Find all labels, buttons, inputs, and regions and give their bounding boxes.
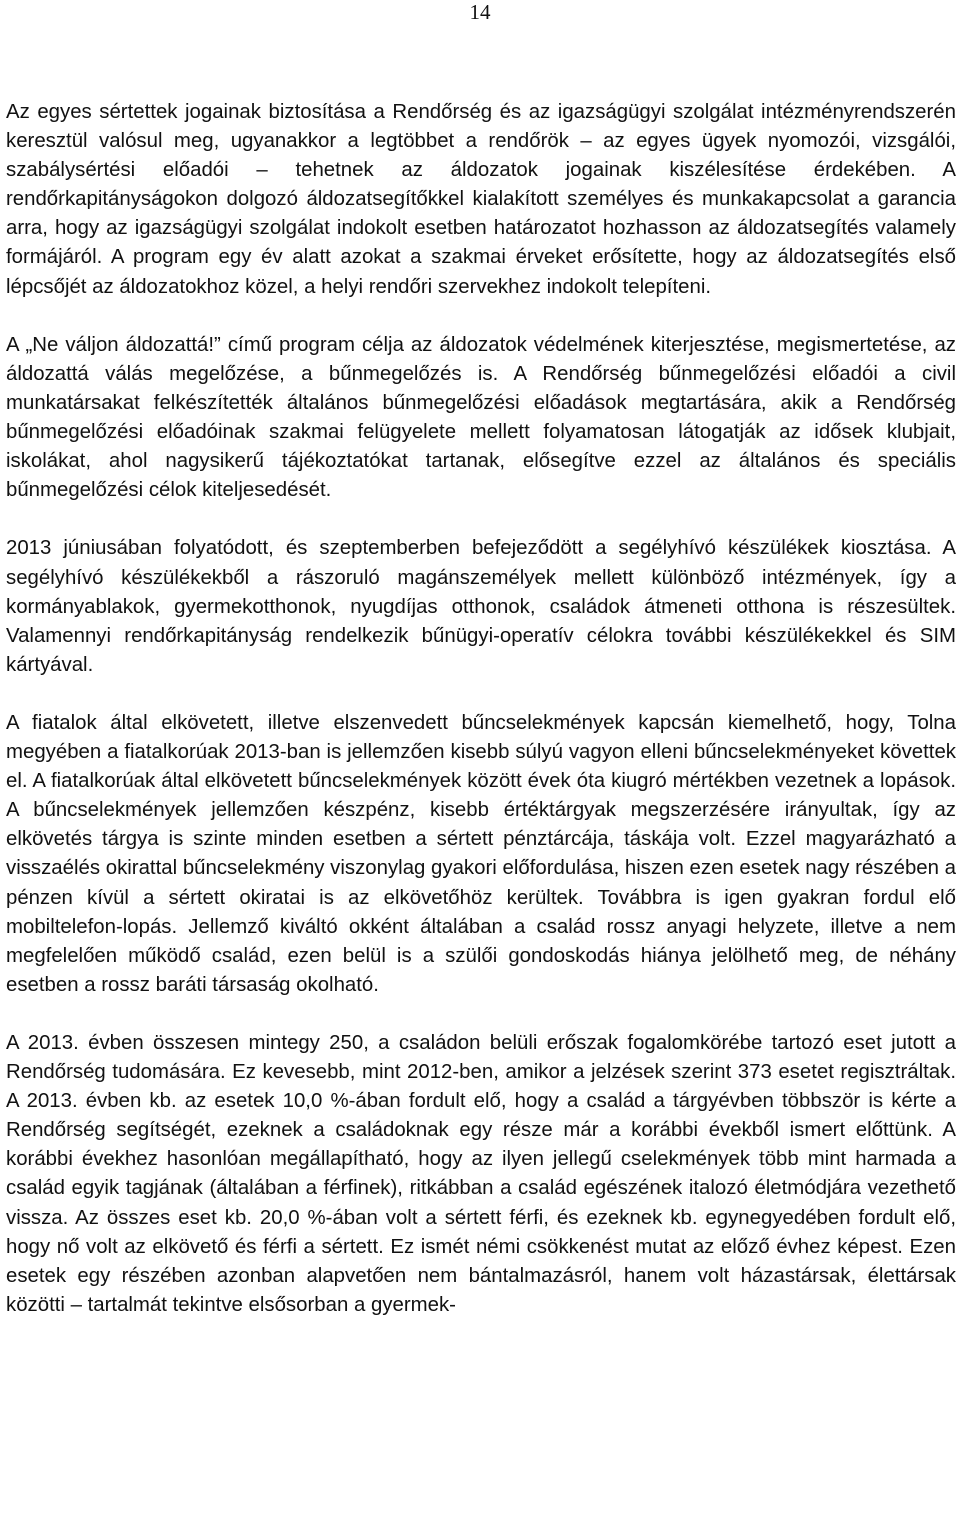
document-body <box>6 98 956 1320</box>
paragraph-emergency-devices: 2013 júniusában folyatódott, és szeptemberben befejeződött a segélyhívó készülékek kiosztása. A segélyhívó készülékekből a rászoruló magánszemélyek mellett különböző intézmények, így a kormányablakok, gyermekotthonok, nyugdíjas otthonok, családok átmeneti otthona is részesültek. Valamennyi rendőrkapitányság rendelkezik bűnügyi-operatív célokra további készülékekkel és SIM kártyával. <box>6 537 956 676</box>
page-number: 14 <box>469 0 491 24</box>
paragraph-ne-valjon-aldozatta-program: A „Ne váljon áldozattá!” című program célja az áldozatok védelmének kiterjesztése, megismertetése, az áldozattá válás megelőzése, a bűnmegelőzés is. A Rendőrség bűnmegelőzési előadói a civil munkatársakat felkészítették általános bűnmegelőzési előadások megtartására, akik a Rendőrség bűnmegelőzési előadóinak szakmai felügyelete mellett folyamatosan látogatják az idősek klubjait, iskolákat, ahol nagysikerű tájékoztatókat tartanak, elősegítve ezzel az általános és speciális bűnmegelőzési célok kiteljesedését. <box>6 333 956 502</box>
paragraph-juvenile-crime: A fiatalok által elkövetett, illetve elszenvedett bűncselekmények kapcsán kiemelhető, hogy, Tolna megyében a fiatalkorúak 2013-ban is jellemzően kisebb súlyú vagyon elleni bűncselekményeket követtek el. A fiatalkorúak által elkövetett bűncselekmények között évek óta kiugró mértékben vezetnek a lopások. A bűncselekmények jellemzően készpénz, kisebb értéktárgyak megszerzésére irányultak, így az elkövetés tárgya is szinte minden esetben a sértett pénztárcája, táskája volt. Ezzel magyarázható a visszaélés okirattal bűncselekmény viszonylag gyakori előfordulása, hiszen ezen esetek nagy részében a pénzen kívül a sértett okiratai is az elkövetőhöz kerültek. Továbbra is igen gyakran fordul elő mobiltelefon-lopás. Jellemző kiváltó okként általában a család rossz anyagi helyzete, illetve a nem megfelelően működő család, ezen belül is a szülői gondoskodás hiánya jelölhető meg, de néhány esetben a rossz baráti társaság okolható. <box>6 711 956 996</box>
paragraph-domestic-violence: A 2013. évben összesen mintegy 250, a családon belüli erőszak fogalomkörébe tartozó eset jutott a Rendőrség tudomására. Ez kevesebb, mint 2012-ben, amikor a jelzések szerint 373 esetet regisztráltak. A 2013. évben kb. az esetek 10,0 %-ában fordult elő, hogy a család a tárgyévben többször is kérte a Rendőrség segítségét, ezeknek a családoknak egy része már a korábbi évekből ismert előttünk. A korábbi évekhez hasonlóan megállapítható, hogy az ilyen jellegű cselekmények több mint harmada a család egyik tagjának (általában a férfinek), ritkábban a család egészének italozó életmódjára vezethető vissza. Az összes eset kb. 20,0 %-ában volt a sértett férfi, és ezeknek kb. egynegyedében fordult elő, hogy nő volt az elkövető és férfi a sértett. Ez ismét némi csökkenést mutat az előző évhez képest. Ezen esetek egy részében azonban alapvetően nem bántalmazásról, hanem volt házastársak, élettársak közötti – tartalmát tekintve elsősorban a gyermek- <box>6 1032 956 1316</box>
paragraph-victim-rights: Az egyes sértettek jogainak biztosítása a Rendőrség és az igazságügyi szolgálat intézményrendszerén keresztül valósul meg, ugyanakkor a legtöbbet a rendőrök – az egyes ügyek nyomozói, vizsgálói, szabálysértési előadói – tehetnek az áldozatok jogainak kiszélesítése érdekében. A rendőrkapitányságokon dolgozó áldozatsegítőkkel kialakított személyes és munkakapcsolat a garancia arra, hogy az igazságügyi szolgálat indokolt esetben határozatot hozhasson az áldozatsegítés valamely formájáról. A program egy év alatt azokat a szakmai érveket erősítette, hogy az áldozatsegítés első lépcsőjét az áldozatokhoz közel, a helyi rendőri szervekhez indokolt telepíteni. <box>6 101 956 298</box>
